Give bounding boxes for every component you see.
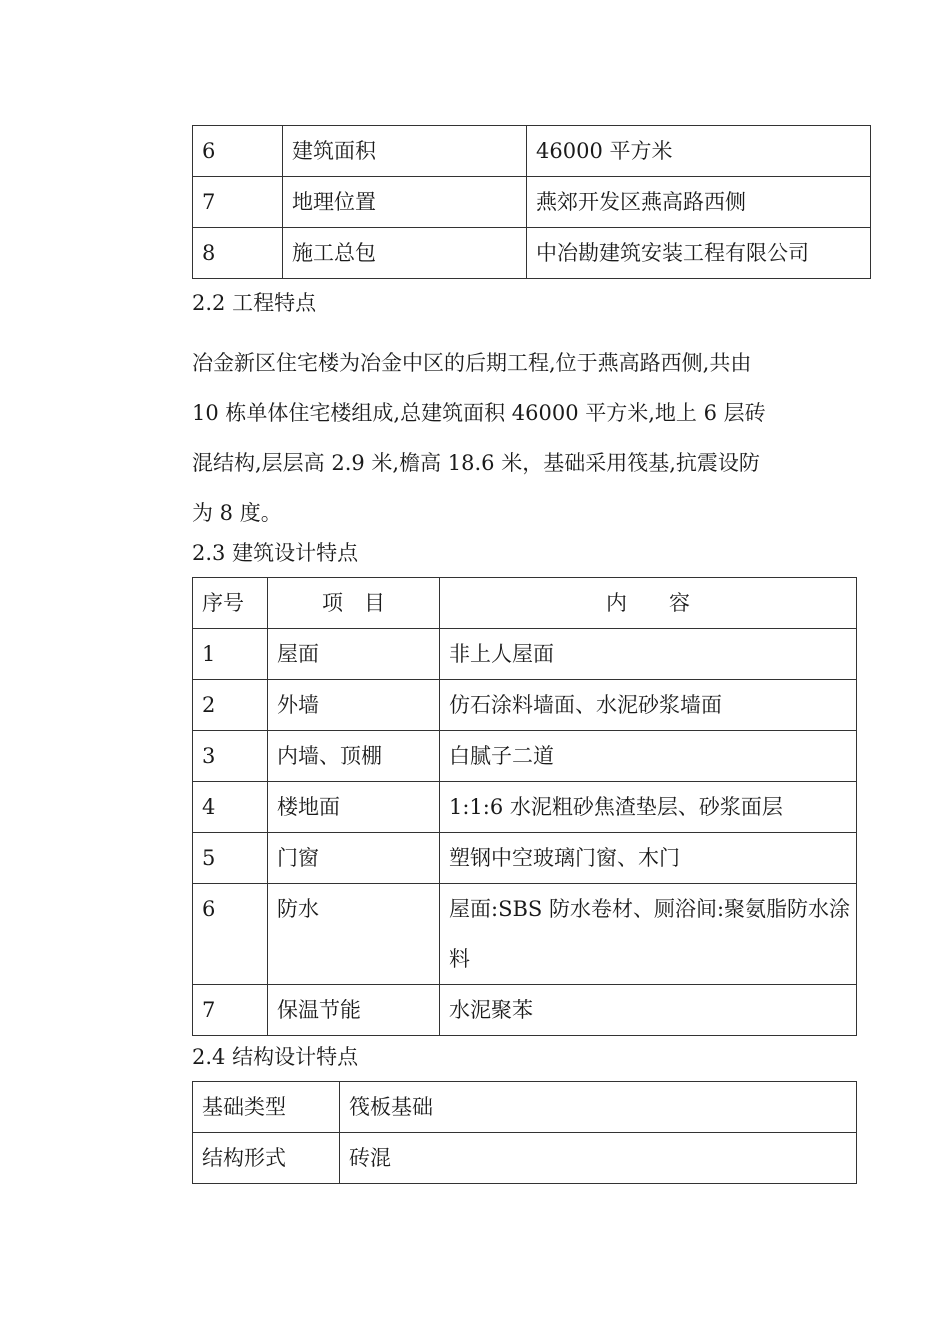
- paragraph-line: 为 8 度。: [192, 501, 282, 525]
- table-cell: 基础类型: [193, 1082, 340, 1133]
- table-cell: 建筑面积: [283, 126, 527, 177]
- header-cell-item: 项 目: [268, 578, 440, 629]
- table-row: [193, 731, 857, 782]
- table-row: [193, 1082, 857, 1133]
- table-cell: 砖混: [340, 1133, 857, 1184]
- table-row: [193, 833, 857, 884]
- header-cell-content: 内 容: [440, 578, 857, 629]
- structure-design-table: [192, 1081, 857, 1184]
- section-heading-2-4: 2.4 结构设计特点: [192, 1045, 359, 1069]
- table-cell: 白腻子二道: [440, 731, 857, 782]
- table-cell: 内墙、顶棚: [268, 731, 440, 782]
- table-cell: 塑钢中空玻璃门窗、木门: [440, 833, 857, 884]
- header-cell-index: 序号: [193, 578, 268, 629]
- table-cell: 外墙: [268, 680, 440, 731]
- section-heading-2-2: 2.2 工程特点: [192, 291, 317, 315]
- table-cell: 非上人屋面: [440, 629, 857, 680]
- project-overview-table: [192, 125, 871, 279]
- table-cell: 6: [193, 884, 268, 985]
- table-cell: 筏板基础: [340, 1082, 857, 1133]
- table-cell: 1:1:6 水泥粗砂焦渣垫层、砂浆面层: [440, 782, 857, 833]
- table-cell: 2: [193, 680, 268, 731]
- table-header-row: [193, 578, 857, 629]
- table-cell: 仿石涂料墙面、水泥砂浆墙面: [440, 680, 857, 731]
- table-cell: 5: [193, 833, 268, 884]
- table-cell: 楼地面: [268, 782, 440, 833]
- table-cell: 门窗: [268, 833, 440, 884]
- table-row: [193, 629, 857, 680]
- table-cell: 屋面: [268, 629, 440, 680]
- table-row: [193, 884, 857, 985]
- table-cell: 防水: [268, 884, 440, 985]
- table-cell: 结构形式: [193, 1133, 340, 1184]
- table-cell: 保温节能: [268, 985, 440, 1036]
- table-cell: 施工总包: [283, 228, 527, 279]
- table-row: [193, 1133, 857, 1184]
- table-row: [193, 126, 871, 177]
- table-cell: 46000 平方米: [527, 126, 871, 177]
- table-cell: 3: [193, 731, 268, 782]
- table-row: [193, 680, 857, 731]
- table-cell: 地理位置: [283, 177, 527, 228]
- table-cell: 1: [193, 629, 268, 680]
- paragraph-line: 10 栋单体住宅楼组成,总建筑面积 46000 平方米,地上 6 层砖: [192, 401, 766, 425]
- table-row: [193, 985, 857, 1036]
- table-cell: 燕郊开发区燕高路西侧: [527, 177, 871, 228]
- table-cell: 中冶勘建筑安装工程有限公司: [527, 228, 871, 279]
- table-cell: 水泥聚苯: [440, 985, 857, 1036]
- architecture-design-table: [192, 577, 857, 1036]
- table-row: [193, 177, 871, 228]
- table-row: [193, 782, 857, 833]
- table-cell: 7: [193, 985, 268, 1036]
- section-heading-2-3: 2.3 建筑设计特点: [192, 541, 359, 565]
- table-row: [193, 228, 871, 279]
- table-cell: 4: [193, 782, 268, 833]
- table-cell: 屋面:SBS 防水卷材、厕浴间:聚氨脂防水涂料: [440, 884, 857, 985]
- table-cell: 6: [193, 126, 283, 177]
- table-cell: 7: [193, 177, 283, 228]
- paragraph-line: 冶金新区住宅楼为冶金中区的后期工程,位于燕高路西侧,共由: [192, 351, 752, 375]
- table-cell: 8: [193, 228, 283, 279]
- project-description-paragraph: [192, 338, 822, 538]
- paragraph-line: 混结构,层层高 2.9 米,檐高 18.6 米，基础采用筏基,抗震设防: [192, 451, 760, 475]
